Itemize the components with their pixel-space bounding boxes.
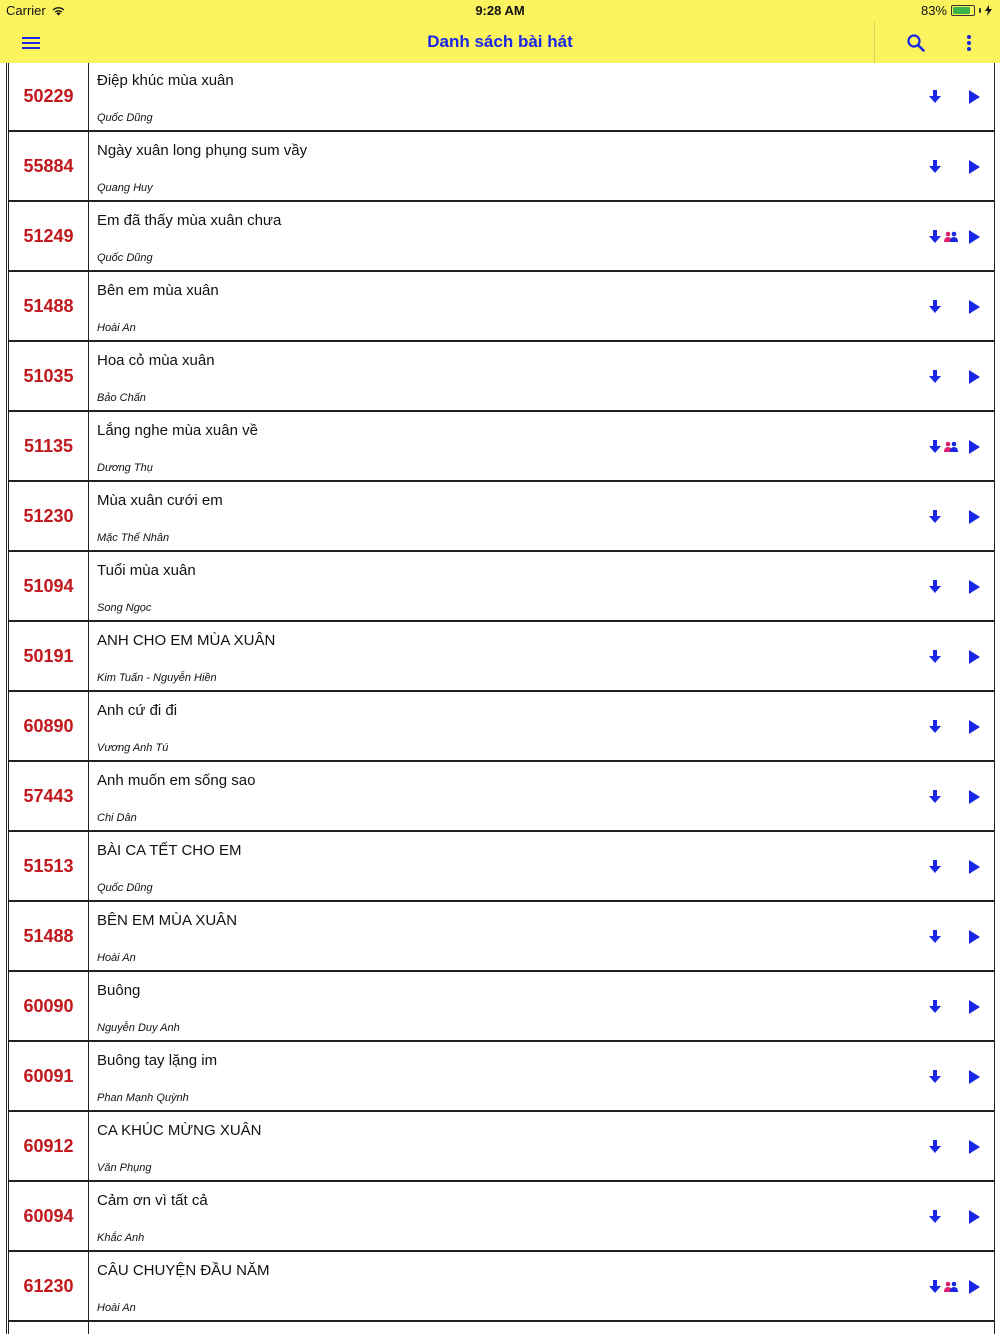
download-icon[interactable] <box>928 1209 942 1225</box>
song-row[interactable] <box>9 63 995 132</box>
song-author: Quang Huy <box>97 182 153 194</box>
song-title: Mùa xuân cưới em <box>97 492 223 509</box>
song-code: 51249 <box>9 202 89 270</box>
song-code: 60094 <box>9 1182 89 1250</box>
play-icon[interactable] <box>967 89 981 105</box>
song-title: Lắng nghe mùa xuân về <box>97 422 258 439</box>
battery-fill <box>953 7 970 14</box>
song-list[interactable] <box>0 63 1000 1334</box>
duet-icon <box>944 231 958 242</box>
play-icon[interactable] <box>967 439 981 455</box>
download-icon[interactable] <box>928 439 942 455</box>
song-title: Điệp khúc mùa xuân <box>97 72 234 89</box>
play-icon[interactable] <box>967 509 981 525</box>
song-code: 50191 <box>9 622 89 690</box>
song-code: 60091 <box>9 1042 89 1110</box>
battery-tip <box>979 8 981 13</box>
song-code: 51488 <box>9 272 89 340</box>
song-author: Dương Thụ <box>97 462 153 474</box>
song-row[interactable] <box>9 972 995 1042</box>
song-title: Tuổi mùa xuân <box>97 562 196 579</box>
song-code: 51094 <box>9 552 89 620</box>
song-code: 51035 <box>9 342 89 410</box>
song-code: 60912 <box>9 1112 89 1180</box>
song-row[interactable] <box>9 692 995 762</box>
song-code: 61230 <box>9 1252 89 1320</box>
song-row[interactable] <box>9 272 995 342</box>
search-icon <box>906 33 926 53</box>
charging-bolt-icon <box>985 5 992 16</box>
play-icon[interactable] <box>967 369 981 385</box>
carrier-label: Carrier <box>6 3 46 18</box>
song-title: CA KHÚC MỪNG XUÂN <box>97 1122 262 1139</box>
play-icon[interactable] <box>967 1069 981 1085</box>
song-row[interactable] <box>9 482 995 552</box>
battery-percent: 83% <box>920 3 947 18</box>
song-title: BÊN EM MÙA XUÂN <box>97 912 238 929</box>
song-code: 51513 <box>9 832 89 900</box>
song-author: Vương Anh Tú <box>97 742 169 754</box>
song-author: Bảo Chấn <box>97 392 146 404</box>
play-icon[interactable] <box>967 789 981 805</box>
play-icon[interactable] <box>967 159 981 175</box>
song-title: Buông <box>97 982 141 999</box>
page-title: Danh sách bài hát <box>427 32 573 51</box>
battery-icon <box>951 5 975 16</box>
song-author: Chi Dân <box>97 812 137 824</box>
song-row[interactable] <box>9 1182 995 1252</box>
download-icon[interactable] <box>928 89 942 105</box>
play-icon[interactable] <box>967 1139 981 1155</box>
status-right <box>921 3 992 18</box>
song-author: Quốc Dũng <box>97 252 153 264</box>
song-code: 57443 <box>9 762 89 830</box>
song-author: Mặc Thế Nhân <box>97 532 170 544</box>
download-icon[interactable] <box>928 1069 942 1085</box>
more-options-button[interactable] <box>956 22 982 63</box>
song-row[interactable] <box>9 832 995 902</box>
download-icon[interactable] <box>928 859 942 875</box>
play-icon[interactable] <box>967 929 981 945</box>
play-icon[interactable] <box>967 1279 981 1295</box>
song-code: 51135 <box>9 412 89 480</box>
download-icon[interactable] <box>928 1139 942 1155</box>
song-row[interactable] <box>9 202 995 272</box>
song-author: Hoài An <box>97 1302 136 1314</box>
song-code: 51488 <box>9 902 89 970</box>
song-title: Buông tay lặng im <box>97 1052 218 1069</box>
download-icon[interactable] <box>928 299 942 315</box>
status-time: 9:28 AM <box>475 3 525 18</box>
song-title: Anh cứ đi đi <box>97 702 178 719</box>
song-row[interactable] <box>9 902 995 972</box>
duet-icon <box>944 441 958 452</box>
download-icon[interactable] <box>928 719 942 735</box>
song-code: 50229 <box>9 63 89 130</box>
play-icon[interactable] <box>967 649 981 665</box>
download-icon[interactable] <box>928 789 942 805</box>
song-author: Quốc Dũng <box>97 112 153 124</box>
song-title: CÂU CHUYỆN ĐẦU NĂM <box>97 1262 270 1279</box>
song-code: 60090 <box>9 972 89 1040</box>
download-icon[interactable] <box>928 929 942 945</box>
song-row[interactable] <box>9 552 995 622</box>
download-icon[interactable] <box>928 579 942 595</box>
song-row[interactable] <box>9 1322 995 1334</box>
download-icon[interactable] <box>928 1279 942 1295</box>
song-row[interactable] <box>9 762 995 832</box>
song-row[interactable] <box>9 1042 995 1112</box>
song-code: 55884 <box>9 132 89 200</box>
duet-icon <box>944 1281 958 1292</box>
song-row[interactable] <box>9 622 995 692</box>
song-code: 60890 <box>9 692 89 760</box>
song-code: 51230 <box>9 482 89 550</box>
download-icon[interactable] <box>928 509 942 525</box>
song-author: Khắc Anh <box>97 1232 145 1244</box>
play-icon[interactable] <box>967 299 981 315</box>
song-title: Anh muốn em sống sao <box>97 772 256 789</box>
download-icon[interactable] <box>928 369 942 385</box>
play-icon[interactable] <box>967 859 981 875</box>
status-bar <box>0 0 1000 22</box>
play-icon[interactable] <box>967 719 981 735</box>
song-row[interactable] <box>9 1112 995 1182</box>
song-title: ANH CHO EM MÙA XUÂN <box>97 632 276 649</box>
song-row[interactable] <box>9 342 995 412</box>
search-button[interactable] <box>874 22 956 63</box>
song-author: Quốc Dũng <box>97 882 153 894</box>
song-author: Hoài An <box>97 952 136 964</box>
song-code <box>9 1322 89 1334</box>
song-author: Nguyễn Duy Anh <box>97 1022 180 1034</box>
more-vertical-icon <box>966 34 972 52</box>
song-title: Bên em mùa xuân <box>97 282 219 299</box>
song-title: Ngày xuân long phụng sum vầy <box>97 142 308 159</box>
download-icon[interactable] <box>928 229 942 245</box>
song-title: BÀI CA TẾT CHO EM <box>97 842 242 859</box>
play-icon[interactable] <box>967 999 981 1015</box>
song-title: Cảm ơn vì tất cả <box>97 1192 208 1209</box>
song-title: Hoa cỏ mùa xuân <box>97 352 215 369</box>
song-author: Phan Mạnh Quỳnh <box>97 1092 189 1104</box>
download-icon[interactable] <box>928 999 942 1015</box>
song-row[interactable] <box>9 132 995 202</box>
play-icon[interactable] <box>967 579 981 595</box>
play-icon[interactable] <box>967 229 981 245</box>
song-author: Hoài An <box>97 322 136 334</box>
song-author: Kim Tuấn - Nguyễn Hiền <box>97 672 217 684</box>
song-author: Văn Phụng <box>97 1162 152 1174</box>
download-icon[interactable] <box>928 159 942 175</box>
song-author: Song Ngọc <box>97 602 152 614</box>
song-row[interactable] <box>9 1252 995 1322</box>
song-title: Em đã thấy mùa xuân chưa <box>97 212 282 229</box>
download-icon[interactable] <box>928 649 942 665</box>
play-icon[interactable] <box>967 1209 981 1225</box>
navigation-bar <box>0 22 1000 63</box>
song-row[interactable] <box>9 412 995 482</box>
